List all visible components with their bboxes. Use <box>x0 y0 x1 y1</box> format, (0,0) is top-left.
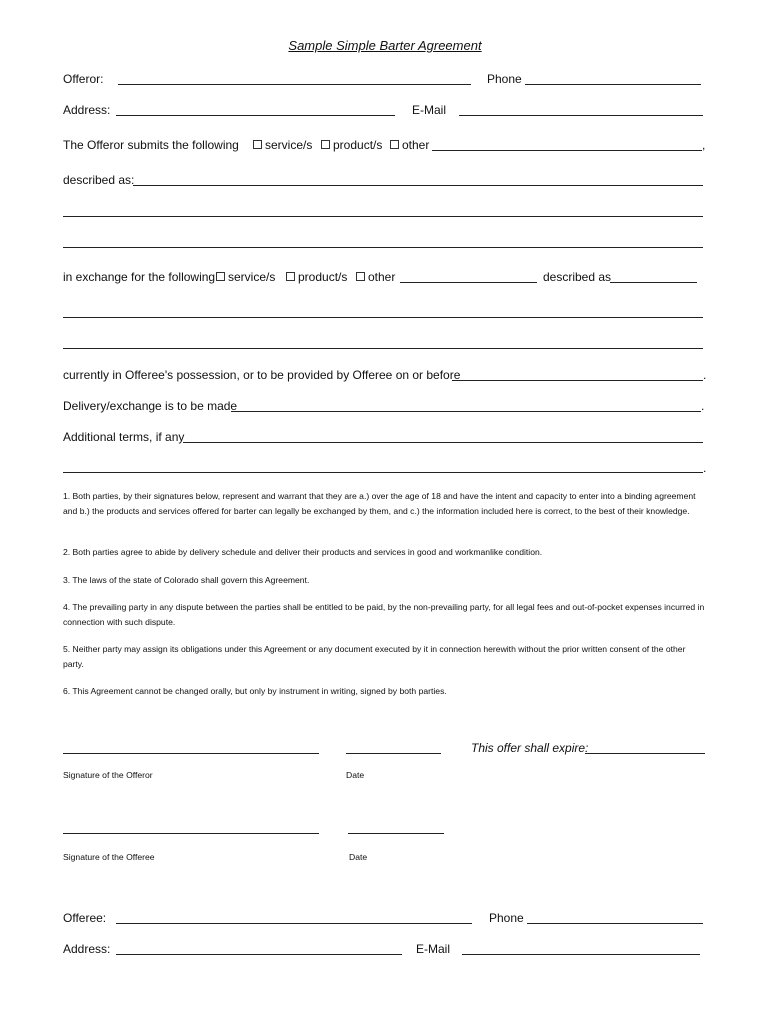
offeree-address-field[interactable] <box>116 954 402 955</box>
exchange-option-service-label: service/s <box>228 270 276 284</box>
offeror-address-label: Address: <box>63 103 111 117</box>
additional-period: . <box>703 461 707 475</box>
term-2: 2. Both parties agree to abide by delivery schedule and deliver their products and services in good and workmanlike condition. <box>63 547 543 557</box>
offeree-date-label: Date <box>349 852 368 862</box>
offeree-phone-label: Phone <box>489 911 524 925</box>
exchange-option-product-label: product/s <box>298 270 348 284</box>
offeror-address-field[interactable] <box>116 115 395 116</box>
checkbox-icon[interactable] <box>390 140 399 149</box>
term-4: 4. The prevailing party in any dispute between the parties shall be entitled to be paid, by the non-prevailing party, for all legal fees and out-of-pocket expenses incurred in connection with such dispute. <box>63 602 705 627</box>
offeror-email-field[interactable] <box>459 115 703 116</box>
exchange-field-2[interactable] <box>63 317 703 318</box>
offeree-email-label: E-Mail <box>416 942 451 956</box>
offeree-address-label: Address: <box>63 942 111 956</box>
checkbox-icon[interactable] <box>321 140 330 149</box>
additional-label: Additional terms, if any <box>63 430 185 444</box>
checkbox-icon[interactable] <box>356 272 365 281</box>
offeree-signature-field[interactable] <box>63 833 319 834</box>
checkbox-icon[interactable] <box>286 272 295 281</box>
exchange-option-other[interactable] <box>356 270 395 284</box>
submit-option-service-label: service/s <box>265 138 313 152</box>
submit-other-field[interactable] <box>432 150 702 151</box>
additional-field-1[interactable] <box>183 442 703 443</box>
delivery-period: . <box>701 399 705 413</box>
submit-trail: , <box>702 138 706 152</box>
exchange-option-product[interactable] <box>286 270 347 284</box>
submit-option-product[interactable] <box>321 138 382 152</box>
offeree-label: Offeree: <box>63 911 107 925</box>
checkbox-icon[interactable] <box>253 140 262 149</box>
term-6: 6. This Agreement cannot be changed orally, but only by instrument in writing, signed by both parties. <box>63 686 447 696</box>
offeror-name-field[interactable] <box>118 84 471 85</box>
exchange-lead: in exchange for the following <box>63 270 216 284</box>
offeree-phone-field[interactable] <box>527 923 703 924</box>
term-3: 3. The laws of the state of Colorado shall govern this Agreement. <box>63 575 310 585</box>
offeror-signature-field[interactable] <box>63 753 319 754</box>
expire-label: This offer shall expire: <box>471 741 589 755</box>
offeree-date-field[interactable] <box>348 833 444 834</box>
offeror-email-label: E-Mail <box>412 103 447 117</box>
delivery-label: Delivery/exchange is to be made <box>63 399 238 413</box>
term-5: 5. Neither party may assign its obligations under this Agreement or any document executed by it in connection herewith without the prior written consent of the other party. <box>63 644 686 669</box>
additional-field-2[interactable] <box>63 472 703 473</box>
possession-date-field[interactable] <box>452 380 703 381</box>
delivery-field[interactable] <box>231 411 701 412</box>
exchange-field-3[interactable] <box>63 348 703 349</box>
offeree-email-field[interactable] <box>462 954 700 955</box>
exchange-described-label: described as <box>543 270 612 284</box>
described-label: described as: <box>63 173 135 187</box>
offeror-phone-field[interactable] <box>525 84 701 85</box>
described-field-3[interactable] <box>63 247 703 248</box>
possession-label: currently in Offeree's possession, or to be provided by Offeree on or before <box>63 368 461 382</box>
described-field-1[interactable] <box>133 185 703 186</box>
expire-date-field[interactable] <box>585 753 705 754</box>
exchange-option-other-label: other <box>368 270 396 284</box>
exchange-described-field[interactable] <box>610 282 697 283</box>
described-field-2[interactable] <box>63 216 703 217</box>
offeree-name-field[interactable] <box>116 923 472 924</box>
possession-period: . <box>703 368 707 382</box>
submit-option-other[interactable] <box>390 138 429 152</box>
submit-lead: The Offeror submits the following <box>63 138 239 152</box>
offeror-signature-label: Signature of the Offeror <box>63 770 153 780</box>
offeror-label: Offeror: <box>63 72 104 86</box>
offeree-signature-label: Signature of the Offeree <box>63 852 155 862</box>
checkbox-icon[interactable] <box>216 272 225 281</box>
offeror-phone-label: Phone <box>487 72 522 86</box>
submit-option-product-label: product/s <box>333 138 383 152</box>
submit-option-service[interactable] <box>253 138 312 152</box>
term-1: 1. Both parties, by their signatures below, represent and warrant that they are a.) over the age of 18 and have the intent and capacity to enter into a binding agreement and b.) the products and services offered for barter can legally be exchanged by them, and c.) the information included here is correct, to the best of their knowledge. <box>63 491 696 516</box>
offeror-date-field[interactable] <box>346 753 441 754</box>
exchange-option-service[interactable] <box>216 270 275 284</box>
submit-option-other-label: other <box>402 138 430 152</box>
page-title: Sample Simple Barter Agreement <box>288 38 482 53</box>
offeror-date-label: Date <box>346 770 365 780</box>
exchange-other-field[interactable] <box>400 282 537 283</box>
